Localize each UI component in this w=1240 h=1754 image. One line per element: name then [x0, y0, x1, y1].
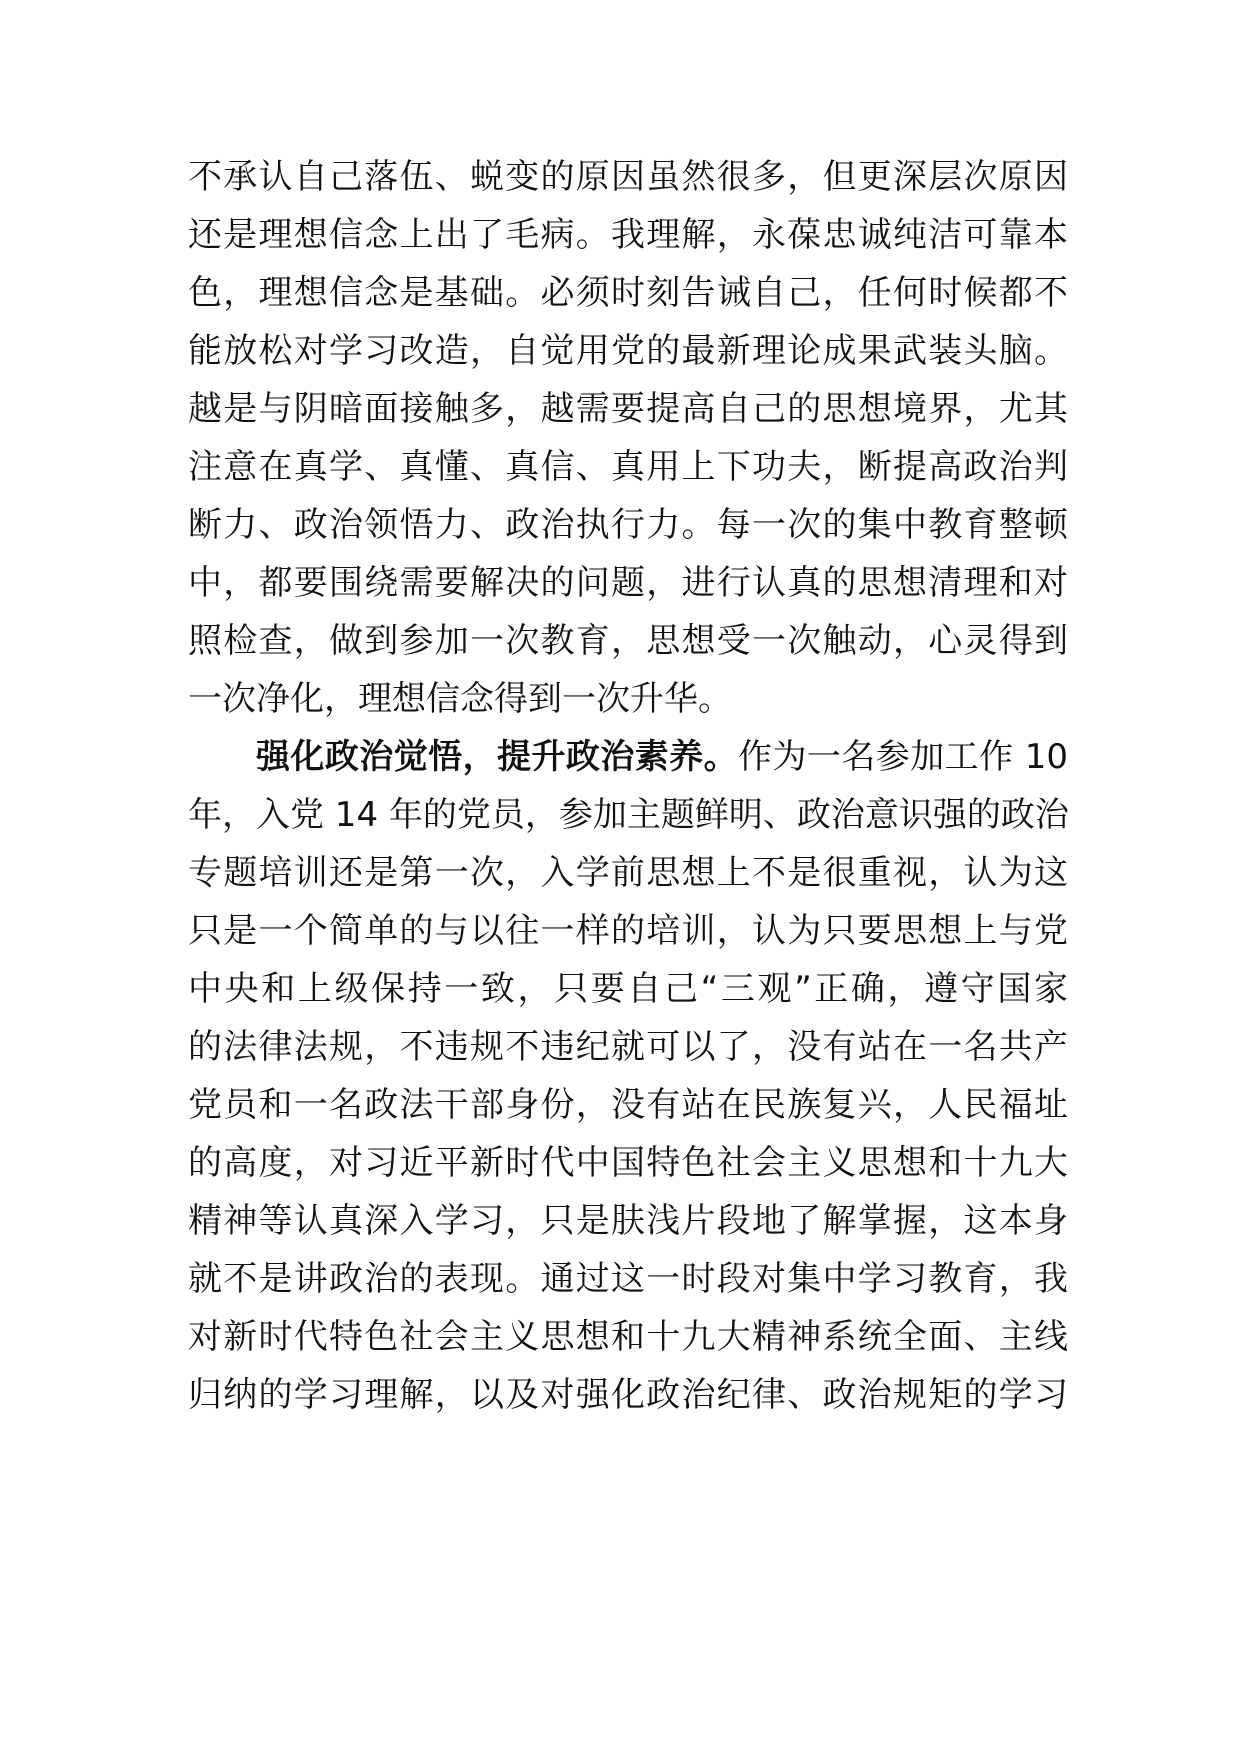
paragraph-line: 就不是讲政治的表现。通过这一时段对集中学习教育，我 [188, 1259, 1068, 1299]
paragraph-line: 一次净化，理想信念得到一次升华。 [188, 679, 732, 719]
paragraph-line: 归纳的学习理解，以及对强化政治纪律、政治规矩的学习 [188, 1375, 1068, 1415]
paragraph-line: 不承认自己落伍、蜕变的原因虽然很多，但更深层次原因 [188, 157, 1068, 197]
paragraph-line: 中央和上级保持一致，只要自己“三观”正确，遵守国家 [188, 969, 1068, 1009]
paragraph-line: 越是与阴暗面接触多，越需要提高自己的思想境界，尤其 [188, 389, 1068, 429]
paragraph-heading: 强化政治觉悟，提升政治素养。 [256, 737, 739, 777]
paragraph-line: 注意在真学、真懂、真信、真用上下功夫，断提高政治判 [188, 447, 1068, 487]
paragraph-line: 中，都要围绕需要解决的问题，进行认真的思想清理和对 [188, 563, 1068, 603]
paragraph-first-line [256, 725, 1068, 790]
paragraph-line: 年，入党 14 年的党员，参加主题鲜明、政治意识强的政治 [188, 795, 1069, 835]
paragraph-line: 断力、政治领悟力、政治执行力。每一次的集中教育整顿 [188, 505, 1068, 545]
paragraph-line: 能放松对学习改造，自觉用党的最新理论成果武装头脑。 [188, 331, 1068, 371]
paragraph-line: 的高度，对习近平新时代中国特色社会主义思想和十九大 [188, 1143, 1068, 1183]
paragraph-line: 对新时代特色社会主义思想和十九大精神系统全面、主线 [188, 1317, 1068, 1357]
paragraph-line: 只是一个简单的与以往一样的培训，认为只要思想上与党 [188, 911, 1068, 951]
paragraph-line: 的法律法规，不违规不违纪就可以了，没有站在一名共产 [188, 1027, 1068, 1067]
paragraph-line: 还是理想信念上出了毛病。我理解，永葆忠诚纯洁可靠本 [188, 215, 1068, 255]
paragraph-first-line-text: 作为一名参加工作 10 [738, 737, 1069, 777]
paragraph-line: 专题培训还是第一次，入学前思想上不是很重视，认为这 [188, 853, 1068, 893]
paragraph-line: 色，理想信念是基础。必须时刻告诫自己，任何时候都不 [188, 273, 1068, 313]
paragraph-line: 照检查，做到参加一次教育，思想受一次触动，心灵得到 [188, 621, 1068, 661]
paragraph-line: 党员和一名政法干部身份，没有站在民族复兴，人民福址 [188, 1085, 1068, 1125]
paragraph-line: 精神等认真深入学习，只是肤浅片段地了解掌握，这本身 [188, 1201, 1068, 1241]
